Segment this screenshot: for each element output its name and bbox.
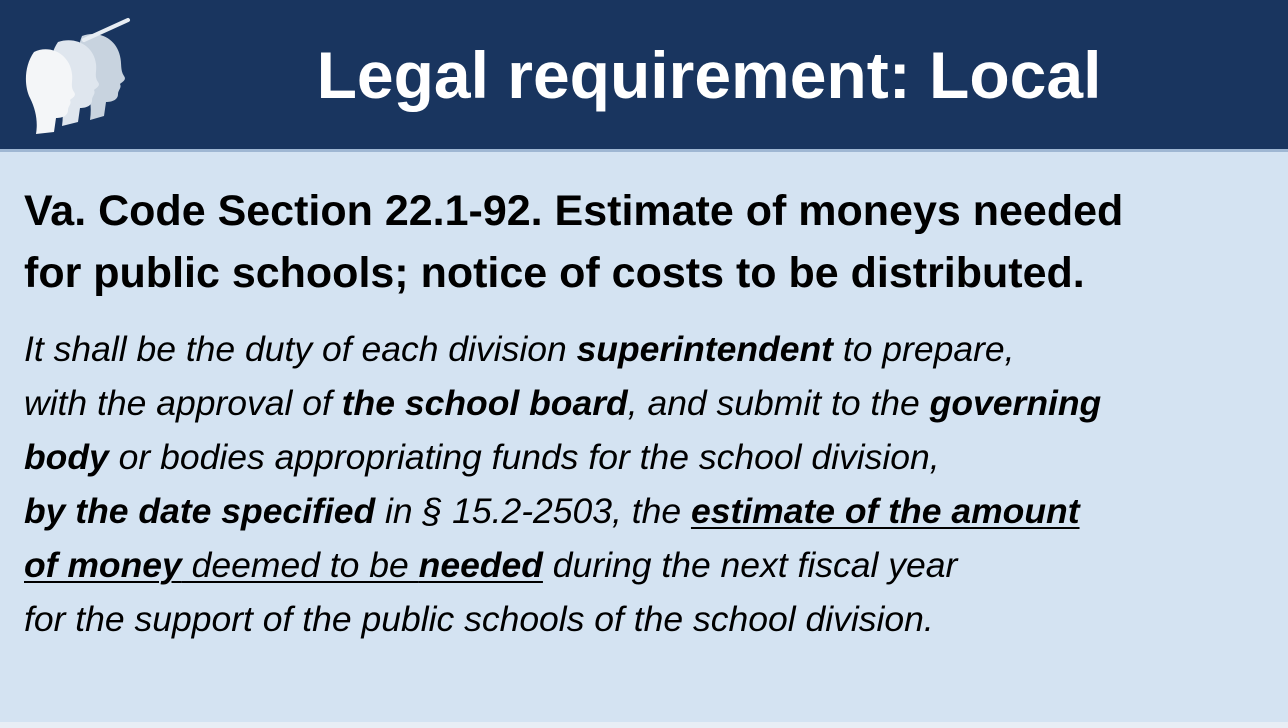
emphasis-of-money: of money	[24, 545, 182, 585]
heading-line-1: Va. Code Section 22.1-92. Estimate of moneys needed	[24, 187, 1124, 235]
quote-line-5	[24, 538, 1274, 592]
quote-text: to prepare,	[832, 329, 1015, 369]
emphasis-school-board: the school board	[341, 383, 628, 423]
emphasis-body: body	[24, 437, 109, 477]
emphasis-estimate-amount: estimate of the amount	[690, 491, 1080, 531]
quote-text: during the next fiscal year	[542, 545, 958, 585]
emphasis-superintendent: superintendent	[576, 329, 833, 369]
underlined-text: deemed to be	[181, 545, 419, 585]
quote-text: in § 15.2-2503, the	[375, 491, 691, 531]
bottom-strip	[0, 722, 1288, 728]
quote-text: It shall be the duty of each division	[24, 329, 577, 369]
quote-line-4	[24, 484, 1274, 538]
page-title: Legal requirement: Local	[316, 38, 1102, 112]
quote-text: , and submit to the	[627, 383, 930, 423]
statute-quote	[24, 322, 1274, 646]
quote-text: or bodies appropriating funds for the school division,	[108, 437, 940, 477]
title-banner	[0, 0, 1288, 152]
people-profiles-graduation-logo	[24, 16, 136, 134]
heading-line-2: for public schools; notice of costs to be distributed.	[24, 249, 1085, 297]
quote-text: with the approval of	[24, 383, 342, 423]
code-section-heading	[24, 180, 1274, 304]
emphasis-date-specified: by the date specified	[24, 491, 376, 531]
emphasis-governing: governing	[929, 383, 1102, 423]
slide-content	[24, 180, 1274, 646]
quote-line-2	[24, 376, 1274, 430]
quote-line-1	[24, 322, 1274, 376]
quote-line-3	[24, 430, 1274, 484]
emphasis-needed: needed	[418, 545, 543, 585]
quote-line-6: for the support of the public schools of the school division.	[24, 599, 934, 639]
